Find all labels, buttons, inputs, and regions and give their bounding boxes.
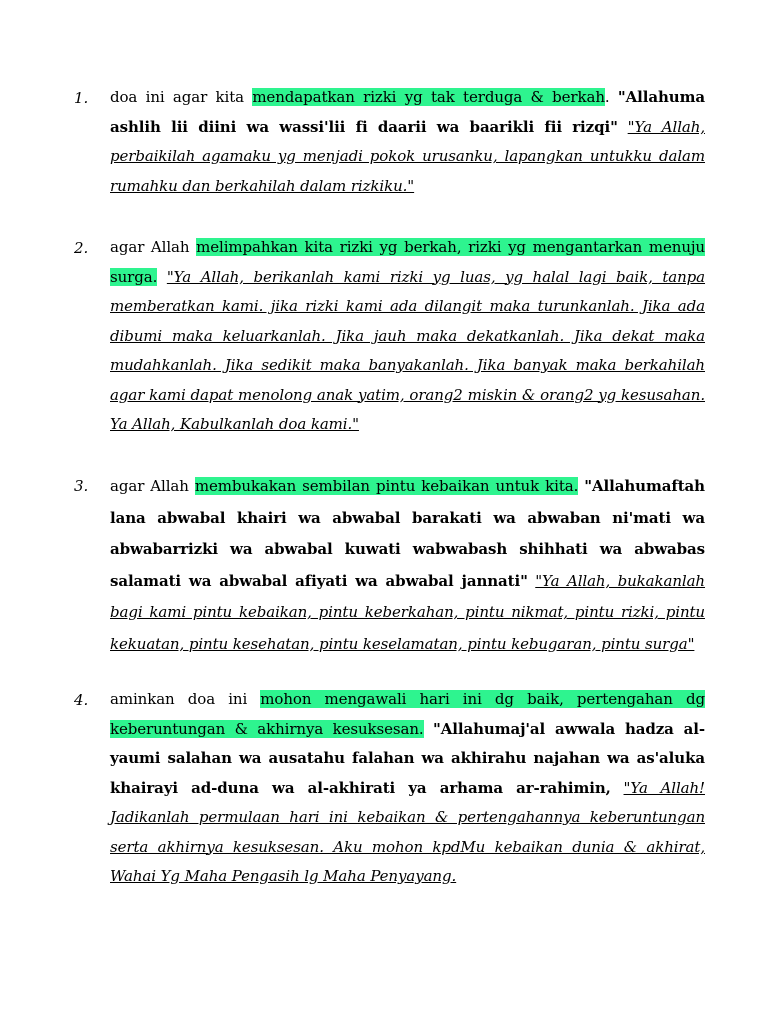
highlighted-text: membukakan sembilan pintu kebaikan untuk kita. — [194, 477, 579, 495]
item-text — [110, 83, 705, 201]
prayer-arabic-text: "Allahumaftah lana abwabal khairi wa abwabal barakati wa abwaban ni'mati wa abwabarrizki wa abwabal kuwati wabwabash shihhati wa abwabas salamati wa abwabal afiyati wa abwabal jannati" — [110, 477, 705, 590]
highlighted-text: mendapatkan rizki yg tak terduga & berkah — [252, 88, 605, 106]
item-number: 1. — [74, 89, 89, 107]
prayer-translation-text: "Ya Allah, perbaikilah agamaku yg menjadi pokok urusanku, lapangkan untukku dalam rumahku dan berkahilah dalam rizkiku." — [110, 117, 705, 195]
intro-text: agar Allah — [110, 238, 197, 256]
punctuation-text — [424, 720, 433, 738]
item-number: 4. — [74, 691, 89, 709]
intro-text: doa ini agar kita — [110, 88, 253, 106]
punctuation-text — [157, 268, 167, 286]
prayer-translation-text: "Ya Allah! Jadikanlah permulaan hari ini kebaikan & pertengahannya keberuntungan serta akhirnya kesuksesan. Aku mohon kpdMu kebaikan dunia & akhirat, Wahai Yg Maha Pengasih lg Maha Penyayang. — [110, 778, 705, 885]
prayer-arabic-text: "Allahumaj'al awwala hadza al-yaumi salahan wa ausatahu falahan wa akhirahu najahan wa as'aluka khairayi ad-duna wa al-akhirati ya arhama ar-rahimin, — [110, 719, 706, 797]
prayer-arabic-text: "Allahuma ashlih lii diini wa wassi'lii fi daarii wa baarikli fii rizqi" — [110, 88, 705, 136]
intro-text: aminkan doa ini — [110, 690, 261, 708]
spacer-text — [618, 118, 628, 136]
prayer-translation-text: "Ya Allah, berikanlah kami rizki yg luas, yg halal lagi baik, tanpa memberatkan kami. jika rizki kami ada dilangit maka turunkanlah. Jika ada dibumi maka keluarkanlah. Jika jauh maka dekatkanlah. Jika dekat maka mudahkanlah. Jika sedikit maka banyakanlah. Jika banyak maka berkahilah agar kami dapat menolong anak yatim, orang2 miskin & orang2 yg kesusahan. Ya Allah, Kabulkanlah doa kami." — [110, 267, 706, 433]
item-text — [110, 685, 705, 892]
highlighted-text: mohon mengawali hari ini dg baik, pertengahan dg keberuntungan & akhirnya kesuksesan. — [110, 690, 705, 738]
intro-text: agar Allah — [110, 477, 195, 495]
highlighted-text: melimpahkan kita rizki yg berkah, rizki yg mengantarkan menuju surga. — [110, 238, 705, 286]
prayer-translation-text: "Ya Allah, bukakanlah bagi kami pintu kebaikan, pintu keberkahan, pintu nikmat, pintu rizki, pintu kekuatan, pintu kesehatan, pintu keselamatan, pintu kebugaran, pintu surga" — [110, 571, 705, 653]
spacer-text — [611, 779, 624, 797]
punctuation-text: . — [604, 88, 618, 106]
item-number: 2. — [74, 239, 89, 257]
item-text — [110, 233, 705, 440]
item-text — [110, 471, 705, 660]
item-number: 3. — [74, 477, 89, 495]
